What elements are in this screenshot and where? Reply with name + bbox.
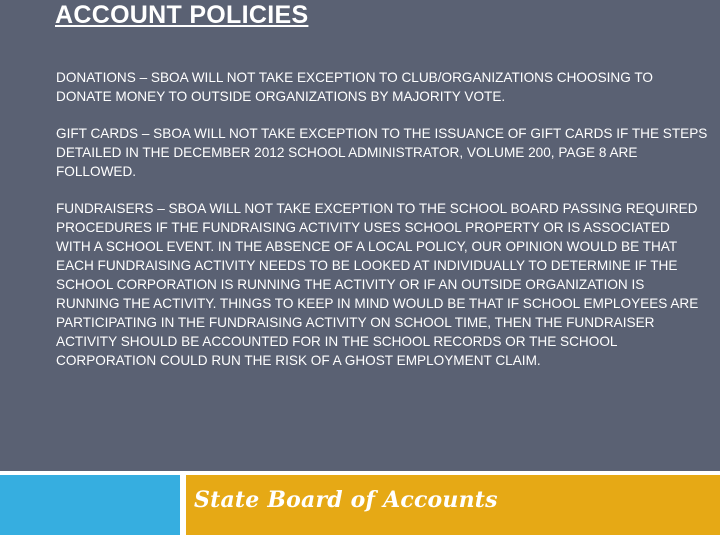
footer-accent-block [0,475,180,535]
slide-body [56,68,708,388]
paragraph-fundraisers: FUNDRAISERS – SBOA WILL NOT TAKE EXCEPTION TO THE SCHOOL BOARD PASSING REQUIRED PROCEDURES IF THE FUNDRAISING ACTIVITY USES SCHOOL PROPERTY OR IS ASSOCIATED WITH A SCHOOL EVENT. IN THE ABSENCE OF A LOCAL POLICY, OUR OPINION WOULD BE THAT EACH FUNDRAISING ACTIVITY NEEDS TO BE LOOKED AT INDIVIDUALLY TO DETERMINE IF THE SCHOOL CORPORATION IS RUNNING THE ACTIVITY OR IF AN OUTSIDE ORGANIZATION IS RUNNING THE ACTIVITY. THINGS TO KEEP IN MIND WOULD BE THAT IF SCHOOL EMPLOYEES ARE PARTICIPATING IN THE FUNDRAISING ACTIVITY ON SCHOOL TIME, THEN THE FUNDRAISER ACTIVITY SHOULD BE ACCOUNTED FOR IN THE SCHOOL RECORDS OR THE SCHOOL CORPORATION COULD RUN THE RISK OF A GHOST EMPLOYMENT CLAIM. [56,201,699,368]
paragraph-donations: DONATIONS – SBOA WILL NOT TAKE EXCEPTION TO CLUB/ORGANIZATIONS CHOOSING TO DONATE MONEY TO OUTSIDE ORGANIZATIONS BY MAJORITY VOTE. [56,70,653,104]
slide-title: ACCOUNT POLICIES [55,1,309,29]
paragraph-gift-cards: GIFT CARDS – SBOA WILL NOT TAKE EXCEPTION TO THE ISSUANCE OF GIFT CARDS IF THE STEPS DETAILED IN THE DECEMBER 2012 SCHOOL ADMINISTRATOR, VOLUME 200, PAGE 8 ARE FOLLOWED. [56,126,708,179]
footer-label: State Board of Accounts [194,487,498,513]
footer-banner [186,475,720,535]
